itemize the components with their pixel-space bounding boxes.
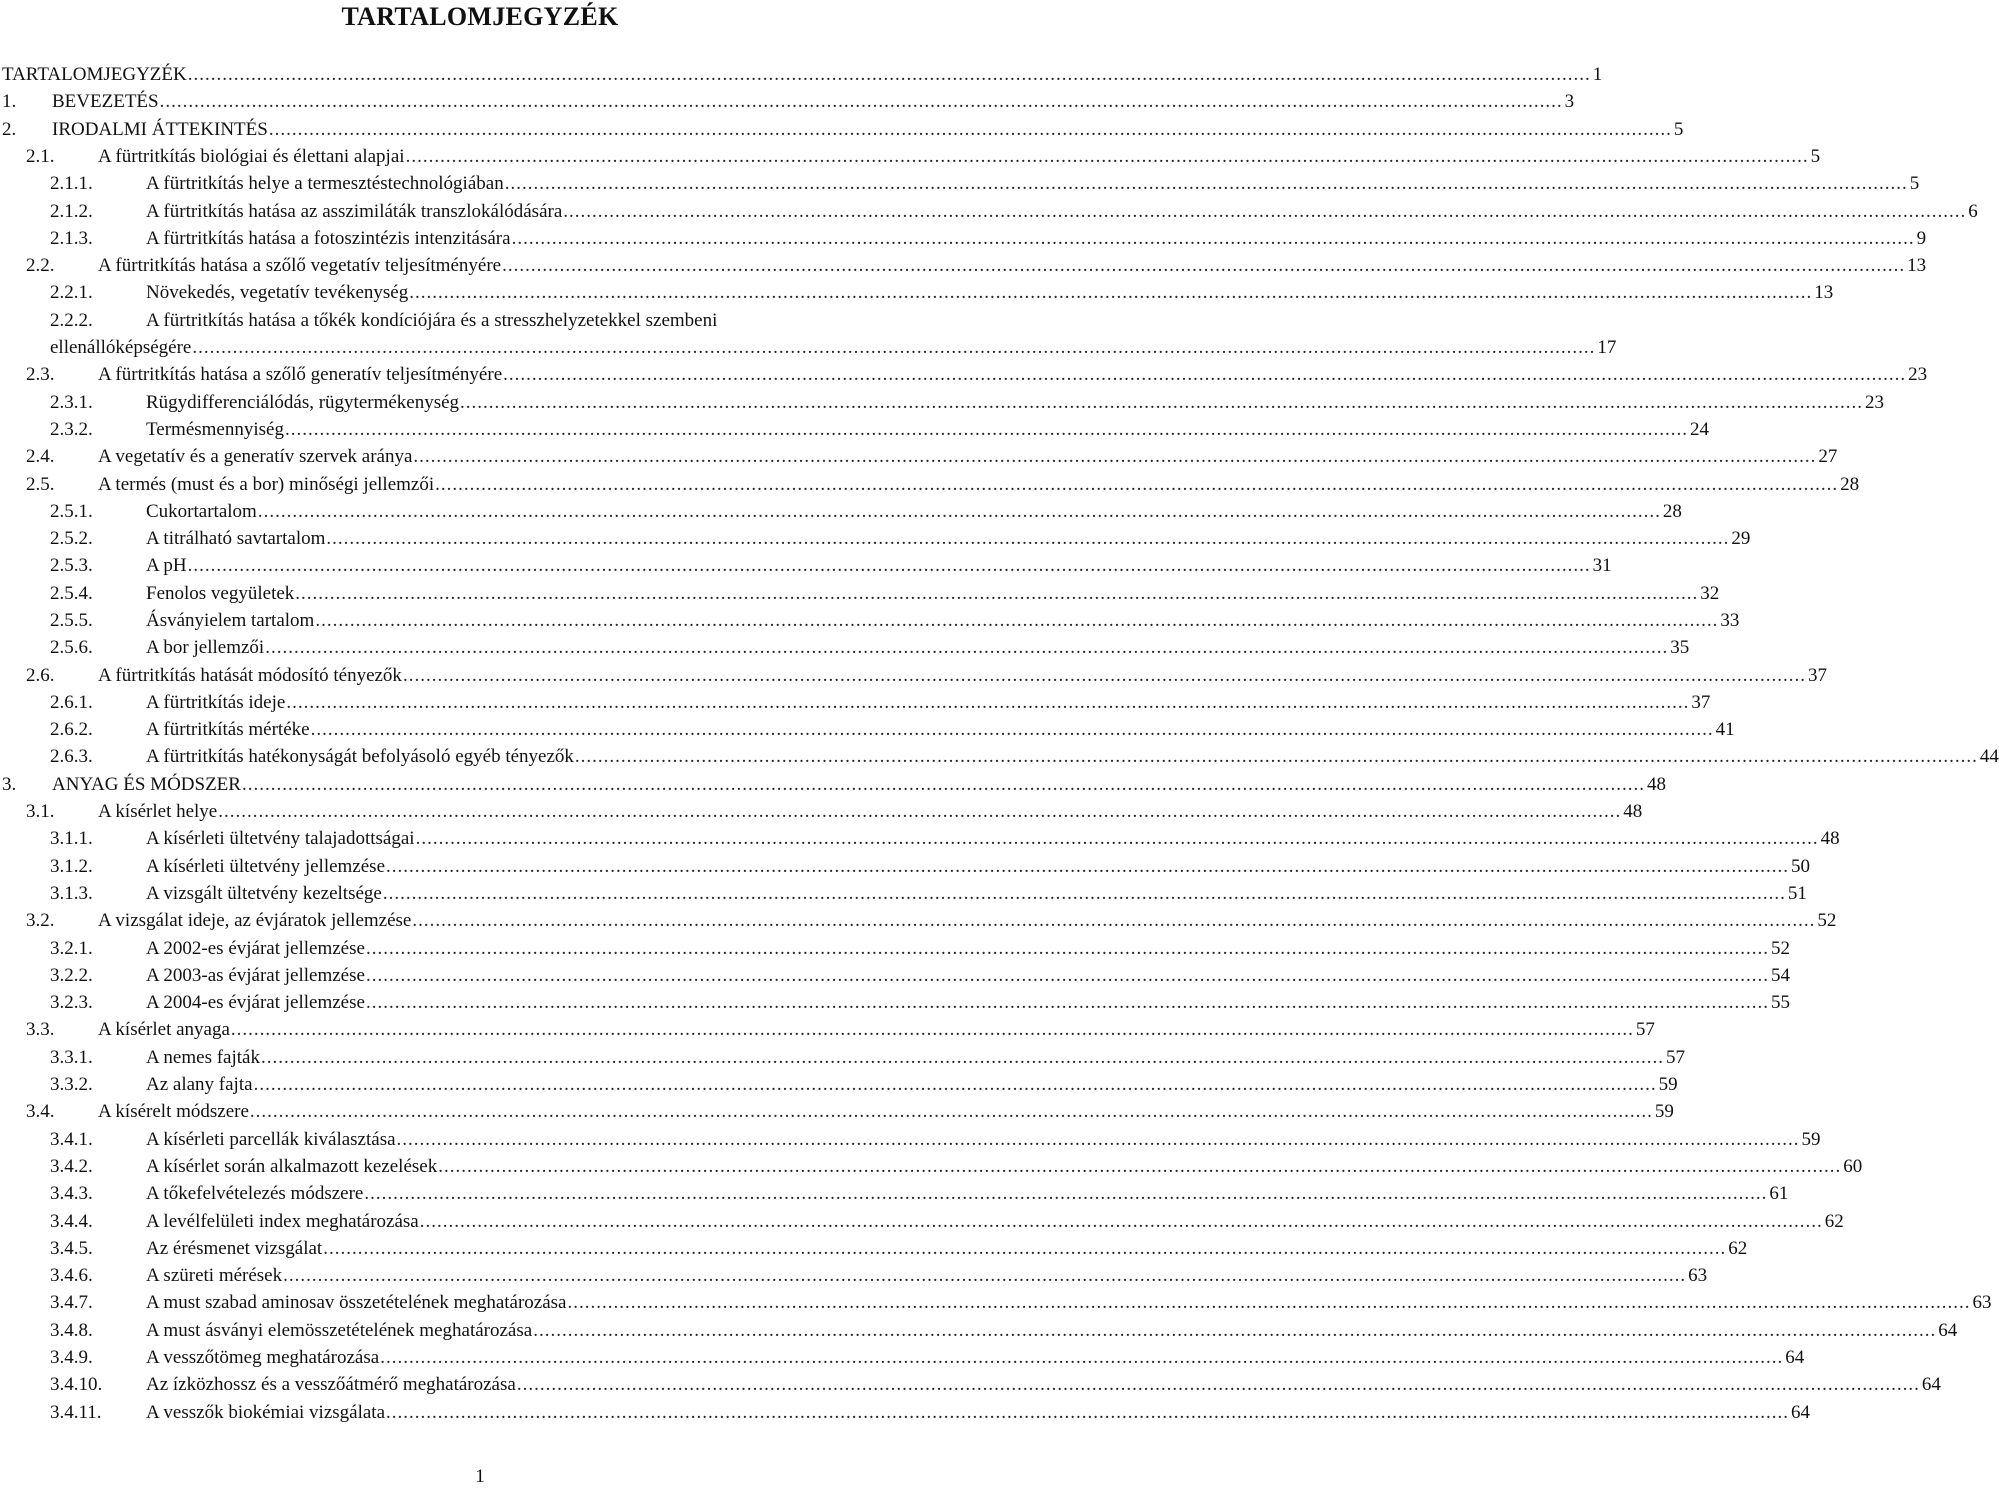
toc-entry-title: A tőkefelvételezés módszere: [146, 1183, 364, 1204]
dot-leader: ....................................................................................................................................................................................................................................................: [533, 1320, 1937, 1341]
toc-entry[interactable]: [0, 880, 1807, 907]
toc-entry-title: Az alany fajta: [146, 1074, 253, 1095]
toc-entry-page: 64: [1938, 1320, 1958, 1341]
dot-leader: ....................................................................................................................................................................................................................................................: [365, 992, 1769, 1013]
toc-entry-page: 57: [1635, 1019, 1655, 1040]
toc-entry-title: A fürtritkítás hatása a szőlő vegetatív teljesítményére: [98, 255, 502, 276]
toc-entry[interactable]: [0, 580, 1720, 607]
toc-entry-page: 63: [1972, 1292, 1992, 1313]
toc-entry-page: 35: [1670, 637, 1690, 658]
dot-leader: ....................................................................................................................................................................................................................................................: [364, 1183, 1768, 1204]
dot-leader: ....................................................................................................................................................................................................................................................: [187, 555, 1591, 576]
toc-entry-page: 55: [1770, 992, 1790, 1013]
toc-entry-page: 3: [1564, 91, 1575, 112]
toc-entry[interactable]: [0, 1289, 1992, 1316]
toc-entry-title: A fürtritkítás hatása a tőkék kondíciójára és a stresszhelyzetekkel szembeni: [146, 310, 718, 331]
toc-entry-page: 54: [1770, 965, 1790, 986]
dot-leader: ....................................................................................................................................................................................................................................................: [326, 528, 1730, 549]
toc-entry-page: 61: [1769, 1183, 1789, 1204]
toc-entry-page: 17: [1597, 337, 1617, 359]
toc-entry-title: A fürtritkítás mértéke: [146, 719, 310, 740]
toc-entry-page: 13: [1907, 255, 1927, 276]
toc-entry-number: 3.4.11.: [50, 1402, 102, 1423]
dot-leader: ....................................................................................................................................................................................................................................................: [460, 392, 1864, 413]
toc-entry-number: 2.3.1.: [50, 392, 93, 413]
toc-entry[interactable]: [0, 716, 1735, 743]
toc-entry-title: A fürtritkítás hatása a fotoszintézis intenzitására: [146, 228, 511, 249]
toc-entry-title: A titrálható savtartalom: [146, 528, 326, 549]
toc-entry[interactable]: [0, 88, 1575, 115]
toc-entry-page: 50: [1791, 856, 1811, 877]
dot-leader: ....................................................................................................................................................................................................................................................: [192, 337, 1596, 359]
toc-entry-number: 2.1.3.: [50, 228, 93, 249]
toc-entry-number: 2.3.: [26, 364, 55, 385]
toc-entry-page: 23: [1865, 392, 1885, 413]
dot-leader: ....................................................................................................................................................................................................................................................: [386, 1402, 1790, 1423]
toc-entry-number: 3.: [2, 774, 17, 795]
toc-entry[interactable]: [0, 1098, 1674, 1125]
toc-entry-title: Cukortartalom: [146, 501, 257, 522]
toc-entry[interactable]: [0, 416, 1709, 443]
dot-leader: ....................................................................................................................................................................................................................................................: [415, 828, 1819, 849]
toc-entry-number: 3.4.6.: [50, 1265, 93, 1286]
dot-leader: ....................................................................................................................................................................................................................................................: [241, 774, 1645, 795]
toc-entry[interactable]: [0, 853, 1811, 880]
toc-entry[interactable]: [0, 225, 1927, 252]
toc-entry-title: A nemes fajták: [146, 1047, 260, 1068]
toc-entry-page: 52: [1817, 910, 1837, 931]
toc-entry-number: 3.2.3.: [50, 992, 93, 1013]
toc-entry[interactable]: [0, 525, 1751, 552]
toc-entry-number: 2.3.2.: [50, 419, 93, 440]
toc-entry-number: 2.6.3.: [50, 746, 93, 767]
toc-entry[interactable]: [0, 61, 1603, 88]
toc-entry[interactable]: [0, 1126, 1821, 1153]
toc-entry-title: A kísérelt módszere: [98, 1101, 249, 1122]
dot-leader: ....................................................................................................................................................................................................................................................: [260, 1047, 1664, 1068]
toc-entry-page: 37: [1691, 692, 1711, 713]
toc-entry-title: Az érésmenet vizsgálat: [146, 1238, 323, 1259]
toc-entry-title: ANYAG ÉS MÓDSZER: [52, 774, 241, 795]
toc-entry[interactable]: [0, 389, 1885, 416]
toc-entry-number: 2.5.4.: [50, 583, 93, 604]
toc-entry-page: 28: [1662, 501, 1682, 522]
toc-entry[interactable]: [0, 1071, 1678, 1098]
toc-entry-number: 2.: [2, 119, 17, 140]
toc-entry-page: 28: [1840, 474, 1860, 495]
dot-leader: ....................................................................................................................................................................................................................................................: [419, 1211, 1823, 1232]
toc-entry[interactable]: [0, 607, 1740, 634]
dot-leader: ....................................................................................................................................................................................................................................................: [438, 1156, 1842, 1177]
toc-entry-page: 64: [1791, 1402, 1811, 1423]
toc-entry[interactable]: [0, 662, 1827, 689]
dot-leader: ....................................................................................................................................................................................................................................................: [218, 801, 1622, 822]
toc-entry-page: 37: [1807, 665, 1827, 686]
toc-entry[interactable]: [0, 116, 1684, 143]
toc-entry-title: A kísérlet helye: [98, 801, 218, 822]
toc-entry-page: 62: [1824, 1211, 1844, 1232]
toc-entry[interactable]: [0, 471, 1860, 498]
dot-leader: ....................................................................................................................................................................................................................................................: [323, 1238, 1727, 1259]
dot-leader: ....................................................................................................................................................................................................................................................: [396, 1129, 1800, 1150]
dot-leader: ....................................................................................................................................................................................................................................................: [504, 173, 1908, 194]
toc-entry-number: 1.: [2, 91, 17, 112]
dot-leader: ....................................................................................................................................................................................................................................................: [386, 856, 1790, 877]
toc-entry-title: A vegetatív és a generatív szervek aránya: [98, 446, 413, 467]
toc-entry[interactable]: [0, 361, 1928, 388]
toc-entry-page: 41: [1715, 719, 1735, 740]
dot-leader: ....................................................................................................................................................................................................................................................: [405, 146, 1809, 167]
toc-entry[interactable]: [0, 989, 1790, 1016]
dot-leader: ....................................................................................................................................................................................................................................................: [257, 501, 1661, 522]
dot-leader: ....................................................................................................................................................................................................................................................: [435, 474, 1839, 495]
toc-entry-number: 2.2.1.: [50, 282, 93, 303]
toc-entry-number: 3.2.: [26, 910, 55, 931]
toc-entry-title: Fenolos vegyületek: [146, 583, 295, 604]
toc-entry[interactable]: [0, 634, 1690, 661]
dot-leader: ....................................................................................................................................................................................................................................................: [315, 610, 1719, 631]
toc-entry-number: 3.2.2.: [50, 965, 93, 986]
toc-entry-page: 48: [1820, 828, 1840, 849]
toc-entry[interactable]: [0, 170, 1920, 197]
toc-entry-title: A szüreti mérések: [146, 1265, 283, 1286]
toc-entry-number: 2.1.1.: [50, 173, 93, 194]
toc-entry-title: A fürtritkítás hatása az asszimiláták transzlokálódására: [146, 201, 563, 222]
toc-entry-title: TARTALOMJEGYZÉK: [2, 64, 187, 85]
toc-entry-number: 3.4.7.: [50, 1292, 93, 1313]
toc-entry-page: 44: [1979, 746, 1999, 767]
toc-entry-number: 3.3.1.: [50, 1047, 93, 1068]
dot-leader: ....................................................................................................................................................................................................................................................: [310, 719, 1714, 740]
toc-entry-title: Ásványielem tartalom: [146, 610, 315, 631]
dot-leader: ....................................................................................................................................................................................................................................................: [365, 965, 1769, 986]
toc-entry-page: 59: [1658, 1074, 1678, 1095]
toc-entry-page: 64: [1921, 1374, 1941, 1395]
toc-entry-number: 2.6.: [26, 665, 55, 686]
toc-entry-title: A kísérleti ültetvény talajadottságai: [146, 828, 415, 849]
toc-entry[interactable]: [0, 771, 1666, 798]
toc-entry-number: 3.4.3.: [50, 1183, 93, 1204]
dot-leader: ....................................................................................................................................................................................................................................................: [268, 119, 1672, 140]
toc-entry[interactable]: [0, 1399, 1811, 1426]
toc-entry-page: 59: [1801, 1129, 1821, 1150]
toc-entry-number: 3.4.8.: [50, 1320, 93, 1341]
toc-entry-number: 3.3.: [26, 1019, 55, 1040]
toc-entry-title: A 2004-es évjárat jellemzése: [146, 992, 365, 1013]
toc-entry[interactable]: [0, 907, 1837, 934]
toc-entry-number: 3.1.2.: [50, 856, 93, 877]
toc-entry[interactable]: [0, 498, 1682, 525]
toc-entry-page: 1: [1592, 64, 1603, 85]
toc-entry-number: 2.5.6.: [50, 637, 93, 658]
dot-leader: ....................................................................................................................................................................................................................................................: [409, 282, 1813, 303]
toc-entry-page: 52: [1770, 938, 1790, 959]
toc-entry-page: 48: [1623, 801, 1643, 822]
toc-entry-title: A bor jellemzői: [146, 637, 265, 658]
dot-leader: ....................................................................................................................................................................................................................................................: [365, 938, 1769, 959]
toc-entry-number: 2.6.2.: [50, 719, 93, 740]
toc-entry-page: 62: [1728, 1238, 1748, 1259]
dot-leader: ....................................................................................................................................................................................................................................................: [230, 1019, 1634, 1040]
dot-leader: ....................................................................................................................................................................................................................................................: [159, 91, 1563, 112]
toc-entry-page: 60: [1843, 1156, 1863, 1177]
toc-entry[interactable]: [0, 279, 1834, 306]
dot-leader: ....................................................................................................................................................................................................................................................: [283, 1265, 1687, 1286]
toc-entry-title: Termésmennyiség: [146, 419, 284, 440]
toc-entry[interactable]: [0, 1153, 1863, 1180]
toc-entry-title: A must ásványi elemösszetételének meghatározása: [146, 1320, 533, 1341]
toc-entry-title-continued: ellenállóképségére: [50, 337, 192, 359]
dot-leader: ....................................................................................................................................................................................................................................................: [284, 419, 1688, 440]
toc-entry[interactable]: [0, 143, 1821, 170]
dot-leader: ....................................................................................................................................................................................................................................................: [253, 1074, 1657, 1095]
toc-entry-page: 29: [1731, 528, 1751, 549]
toc-entry-page: 5: [1810, 146, 1821, 167]
toc-entry-number: 3.1.1.: [50, 828, 93, 849]
toc-entry-number: 2.5.3.: [50, 555, 93, 576]
toc-entry-page: 23: [1908, 364, 1928, 385]
dot-leader: ....................................................................................................................................................................................................................................................: [286, 692, 1690, 713]
page-title: TARTALOMJEGYZÉK: [341, 2, 619, 31]
toc-entry-page: 64: [1785, 1347, 1805, 1368]
toc-entry-page: 59: [1654, 1101, 1674, 1122]
dot-leader: ....................................................................................................................................................................................................................................................: [511, 228, 1915, 249]
toc-entry[interactable]: [0, 1208, 1844, 1235]
toc-entry-title: A vesszőtömeg meghatározása: [146, 1347, 380, 1368]
dot-leader: ....................................................................................................................................................................................................................................................: [412, 910, 1816, 931]
toc-entry[interactable]: [0, 1180, 1789, 1207]
toc-entry-number: 3.4.2.: [50, 1156, 93, 1177]
toc-entry-title: A kísérleti ültetvény jellemzése: [146, 856, 386, 877]
toc-entry-page: 51: [1787, 883, 1807, 904]
toc-entry-page: 5: [1673, 119, 1684, 140]
toc-entry-number: 2.5.2.: [50, 528, 93, 549]
toc-entry-title: A 2002-es évjárat jellemzése: [146, 938, 365, 959]
toc-entry-title: A kísérleti parcellák kiválasztása: [146, 1129, 396, 1150]
toc-entry-title: A vizsgálat ideje, az évjáratok jellemzése: [98, 910, 412, 931]
toc-entry-number: 2.1.2.: [50, 201, 93, 222]
toc-entry-title: A fürtritkítás biológiai és élettani alapjai: [98, 146, 405, 167]
toc-entry-title: A fürtritkítás hatékonyságát befolyásoló egyéb tényezők: [146, 746, 574, 767]
toc-entry-title: A fürtritkítás helye a termesztéstechnológiában: [146, 173, 504, 194]
toc-entry[interactable]: [0, 825, 1840, 852]
toc-entry[interactable]: [0, 1044, 1685, 1071]
toc-entry-page: 13: [1814, 282, 1834, 303]
dot-leader: ....................................................................................................................................................................................................................................................: [380, 1347, 1784, 1368]
toc-entry-page: 48: [1646, 774, 1666, 795]
toc-entry-number: 3.3.2.: [50, 1074, 93, 1095]
toc-entry-title: A fürtritkítás hatása a szőlő generatív teljesítményére: [98, 364, 503, 385]
toc-entry[interactable]: [0, 1371, 1941, 1398]
toc-entry-number: 2.2.2.: [50, 310, 93, 331]
toc-entry-page: 9: [1916, 228, 1927, 249]
toc-entry[interactable]: [0, 307, 1617, 362]
toc-entry-page: 31: [1592, 555, 1612, 576]
dot-leader: ....................................................................................................................................................................................................................................................: [382, 883, 1786, 904]
toc-entry-title: BEVEZETÉS: [52, 91, 159, 112]
toc-entry-page: 63: [1688, 1265, 1708, 1286]
toc-entry-number: 3.4.9.: [50, 1347, 93, 1368]
toc-entry-number: 3.4.: [26, 1101, 55, 1122]
toc-entry-number: 2.6.1.: [50, 692, 93, 713]
dot-leader: ....................................................................................................................................................................................................................................................: [249, 1101, 1653, 1122]
page-number: 1: [475, 1466, 485, 1487]
toc-entry-number: 3.1.: [26, 801, 55, 822]
toc-entry-title: A fürtritkítás hatását módosító tényezők: [98, 665, 402, 686]
dot-leader: ....................................................................................................................................................................................................................................................: [502, 255, 1906, 276]
dot-leader: ....................................................................................................................................................................................................................................................: [402, 665, 1806, 686]
toc-entry-page: 57: [1665, 1047, 1685, 1068]
dot-leader: ....................................................................................................................................................................................................................................................: [516, 1374, 1920, 1395]
dot-leader: ....................................................................................................................................................................................................................................................: [295, 583, 1699, 604]
toc-entry-number: 2.2.: [26, 255, 55, 276]
toc-entry-title: Az ízközhossz és a vesszőátmérő meghatározása: [146, 1374, 516, 1395]
dot-leader: ....................................................................................................................................................................................................................................................: [413, 446, 1817, 467]
toc-entry[interactable]: [0, 198, 1978, 225]
dot-leader: ....................................................................................................................................................................................................................................................: [563, 201, 1967, 222]
toc-entry[interactable]: [0, 962, 1790, 989]
toc-entry[interactable]: [0, 1317, 1958, 1344]
toc-entry[interactable]: [0, 552, 1612, 579]
toc-entry[interactable]: [0, 798, 1643, 825]
toc-entry-page: 5: [1909, 173, 1920, 194]
toc-entry-title: A 2003-as évjárat jellemzése: [146, 965, 365, 986]
toc-entry[interactable]: [0, 743, 1999, 770]
toc-entry-title: Növekedés, vegetatív tevékenység: [146, 282, 409, 303]
toc-entry-number: 3.1.3.: [50, 883, 93, 904]
toc-entry-number: 2.5.1.: [50, 501, 93, 522]
toc-entry-number: 3.4.10.: [50, 1374, 103, 1395]
dot-leader: ....................................................................................................................................................................................................................................................: [567, 1292, 1971, 1313]
dot-leader: ....................................................................................................................................................................................................................................................: [574, 746, 1978, 767]
toc-entry-page: 24: [1689, 419, 1709, 440]
toc-entry-number: 3.4.5.: [50, 1238, 93, 1259]
toc-entry-page: 27: [1818, 446, 1838, 467]
toc-entry-page: 32: [1700, 583, 1720, 604]
toc-entry-title: A vizsgált ültetvény kezeltsége: [146, 883, 382, 904]
toc-entry-number: 2.1.: [26, 146, 55, 167]
toc-entry-title: A must szabad aminosav összetételének meghatározása: [146, 1292, 567, 1313]
toc-entry[interactable]: [0, 935, 1790, 962]
toc-entry-number: 2.5.: [26, 474, 55, 495]
toc-entry-title: A fürtritkítás ideje: [146, 692, 286, 713]
toc-entry-title: A kísérlet anyaga: [98, 1019, 230, 1040]
toc-entry-title: A termés (must és a bor) minőségi jellemzői: [98, 474, 435, 495]
toc-entry-number: 2.5.5.: [50, 610, 93, 631]
toc-entry-number: 3.4.1.: [50, 1129, 93, 1150]
toc-entry[interactable]: [0, 1235, 1748, 1262]
dot-leader: ....................................................................................................................................................................................................................................................: [503, 364, 1907, 385]
toc-entry-number: 2.4.: [26, 446, 55, 467]
toc-entry-number: 3.4.4.: [50, 1211, 93, 1232]
toc-entry-title: A vesszők biokémiai vizsgálata: [146, 1402, 386, 1423]
toc-entry[interactable]: [0, 1344, 1805, 1371]
dot-leader: ....................................................................................................................................................................................................................................................: [265, 637, 1669, 658]
toc-entry[interactable]: [0, 689, 1711, 716]
toc-entry-title: A pH: [146, 555, 187, 576]
toc-entry-page: 33: [1720, 610, 1740, 631]
toc-entry[interactable]: [0, 443, 1838, 470]
toc-entry-page: 6: [1968, 201, 1978, 222]
toc-entry-number: 3.2.1.: [50, 938, 93, 959]
toc-entry-title: A levélfelületi index meghatározása: [146, 1211, 419, 1232]
toc-entry-title: A kísérlet során alkalmazott kezelések: [146, 1156, 438, 1177]
toc-entry[interactable]: [0, 1016, 1655, 1043]
dot-leader: ....................................................................................................................................................................................................................................................: [187, 64, 1591, 85]
toc-entry[interactable]: [0, 1262, 1708, 1289]
toc-entry-title: IRODALMI ÁTTEKINTÉS: [52, 119, 268, 140]
toc-entry-title: Rügydifferenciálódás, rügytermékenység: [146, 392, 460, 413]
toc-entry[interactable]: [0, 252, 1927, 279]
